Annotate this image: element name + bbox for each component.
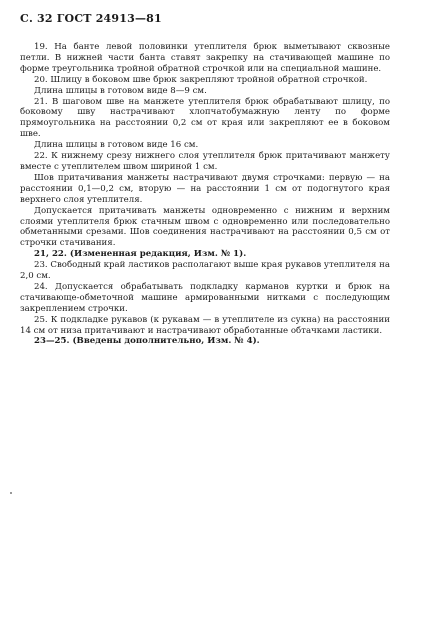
paragraph-20-length: Длина шлицы в готовом виде 8—9 см. xyxy=(34,85,207,96)
paragraph-22-allowance: Допускается притачивать манжеты одновременно с нижним и верхним слоями утеплителя брюк стачным швом с одновременно или последовательно обметанными срезами. Шов соединения настрачивают на расстоянии 0,5 см от строчки стачивания. xyxy=(20,205,390,249)
paragraph-24: 24. Допускается обрабатывать подкладку карманов куртки и брюк на стачивающе-обметочной машине армированными нитками с последующим закреплением строчки. xyxy=(20,281,390,314)
paragraph-21-length: Длина шлицы в готовом виде 16 см. xyxy=(34,140,199,151)
paragraph-21: 21. В шаговом шве на манжете утеплителя брюк обрабатывают шлицу, по боковому шву настрачивают хлопчатобумажную ленту по форме прямоугольника на расстоянии 0,2 см от края или закрепляют ее в боковом шве. xyxy=(20,96,390,140)
scan-speck xyxy=(10,492,12,494)
paragraph-23: 23. Свободный край ластиков располагают выше края рукавов утеплителя на 2,0 см. xyxy=(20,260,390,282)
paragraph-22: 22. К нижнему срезу нижнего слоя утеплителя брюк притачивают манжету вместе с утеплителем швом шириной 1 см. xyxy=(20,151,390,172)
amendment-note-1: 21, 22. (Измененная редакция, Изм. № 1). xyxy=(34,249,247,260)
paragraph-19: 19. На банте левой половинки утеплителя брюк выметывают сквозные петли. В нижней части банта ставят закрепку на стачивающей машине по форме треугольника тройной обратной строчкой или на специальной машине. xyxy=(20,42,390,74)
amendment-note-4: 23—25. (Введены дополнительно, Изм. № 4). xyxy=(34,336,260,347)
page-body xyxy=(20,42,390,347)
paragraph-22-seam: Шов притачивания манжеты настрачивают двумя строчками: первую — на расстоянии 0,1—0,2 см, вторую — на расстоянии 1 см от подогнутого края верхнего слоя утеплителя. xyxy=(20,172,390,205)
paragraph-20: 20. Шлицу в боковом шве брюк закрепляют тройной обратной строчкой. xyxy=(34,74,368,85)
page-header: С. 32 ГОСТ 24913—81 xyxy=(20,12,162,25)
paragraph-25: 25. К подкладке рукавов (к рукавам — в утеплителе из сукна) на расстоянии 14 см от низа притачивают и настрачивают обработанные обтачками ластики. xyxy=(20,314,390,336)
